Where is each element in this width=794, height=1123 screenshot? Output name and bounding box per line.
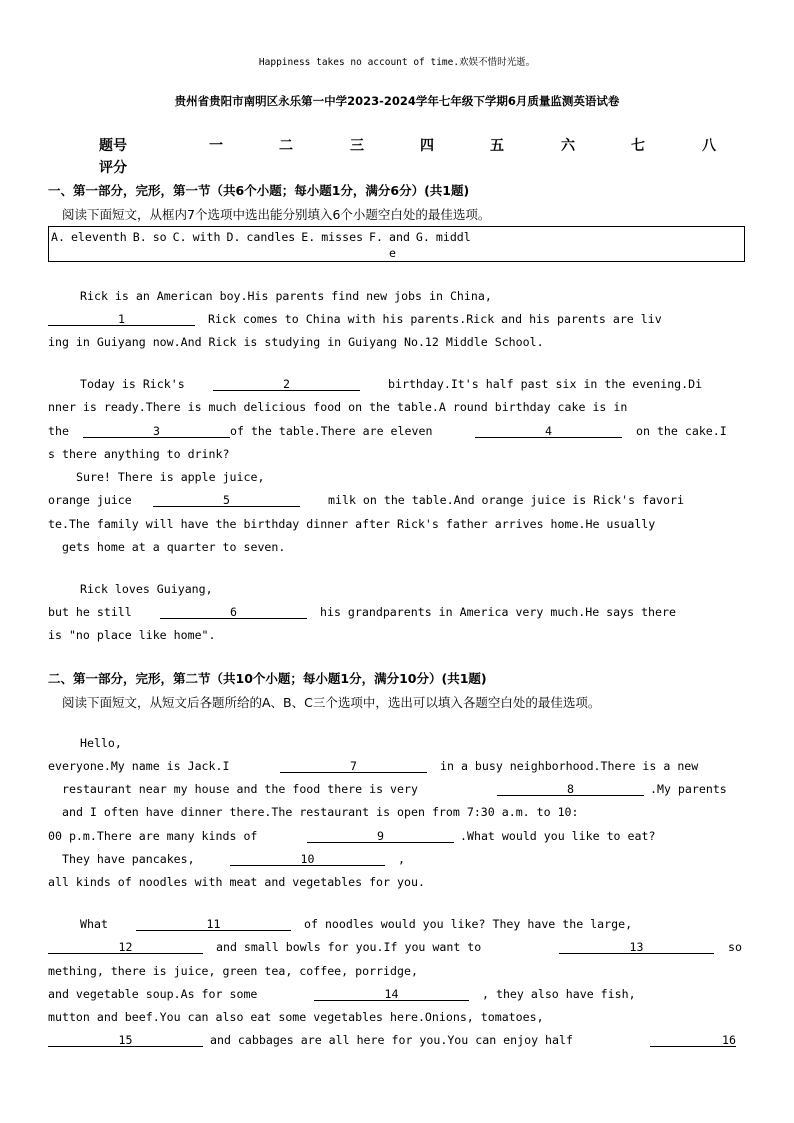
passage-line: Rick is an American boy.His parents find new jobs in China, [80,289,492,303]
passage-line: They have pancakes, [62,852,195,866]
passage-line: , they also have fish, [482,987,636,1001]
passage-line: is "no place like home". [48,628,216,642]
blank-12[interactable]: 12 [48,941,203,954]
score-table-score-label: 评分 [99,160,127,176]
score-table-number: 三 [350,138,364,154]
page-title: 贵州省贵阳市南明区永乐第一中学2023-2024学年七年级下学期6月质量监测英语试卷 [174,94,620,108]
passage-line: and cabbages are all here for you.You can enjoy half [210,1033,573,1047]
passage-line: Today is Rick's [80,377,185,391]
passage-line: of noodles would you like? They have the large, [304,917,633,931]
passage-line: s there anything to drink? [48,447,230,461]
section-2-heading: 二、第一部分，完形，第二节（共10个小题；每小题1分，满分10分）(共1题) [48,671,487,686]
options-box [48,226,745,262]
score-table-number: 一 [209,138,223,154]
options-line-wrap: e [389,246,396,260]
passage-line: everyone.My name is Jack.I [48,759,230,773]
passage-line: the [48,424,69,438]
passage-line: Rick loves Guiyang, [80,582,213,596]
blank-4[interactable]: 4 [475,425,622,438]
passage-line: , [398,852,405,866]
passage-line: gets home at a quarter to seven. [62,540,286,554]
blank-13[interactable]: 13 [559,941,714,954]
options-line: A. eleventh B. so C. with D. candles E. misses F. and G. middl [51,230,471,244]
passage-line: mutton and beef.You can also eat some vegetables here.Onions, tomatoes, [48,1010,544,1024]
passage-line: Sure! There is apple juice, [76,470,265,484]
score-table-number: 八 [702,138,716,154]
passage-line: on the cake.I [636,424,727,438]
page-motto: Happiness takes no account of time.欢娱不惜时光逝。 [258,57,536,68]
blank-1[interactable]: 1 [48,313,195,326]
blank-3[interactable]: 3 [83,425,230,438]
passage-line: all kinds of noodles with meat and vegetables for you. [48,875,425,889]
blank-9[interactable]: 9 [307,830,454,843]
passage-line: Hello, [80,736,122,750]
passage-line: mething, there is juice, green tea, coffee, porridge, [48,964,418,978]
passage-line: What [80,917,108,931]
section-1-heading: 一、第一部分，完形，第一节（共6个小题；每小题1分，满分6分）(共1题) [48,183,470,198]
passage-line: .My parents [650,782,727,796]
passage-line: his grandparents in America very much.He says there [320,605,676,619]
score-table-number: 五 [490,138,504,154]
passage-line: ing in Guiyang now.And Rick is studying in Guiyang No.12 Middle School. [48,335,544,349]
blank-5[interactable]: 5 [153,494,300,507]
passage-line: and small bowls for you.If you want to [216,940,482,954]
score-table-number: 二 [279,138,293,154]
blank-10[interactable]: 10 [230,853,385,866]
score-table-number: 七 [631,138,645,154]
passage-line: so [728,940,742,954]
blank-11[interactable]: 11 [136,918,291,931]
passage-line: in a busy neighborhood.There is a new [440,759,699,773]
score-table-row-label: 题号 [99,138,127,154]
section-1-instruction: 阅读下面短文，从框内7个选项中选出能分别填入6个小题空白处的最佳选项。 [62,207,491,222]
blank-7[interactable]: 7 [280,760,427,773]
passage-line: and vegetable soup.As for some [48,987,258,1001]
blank-16[interactable]: 16 [650,1034,736,1047]
passage-line: Rick comes to China with his parents.Rick and his parents are liv [208,312,662,326]
passage-line: restaurant near my house and the food there is very [62,782,418,796]
blank-15[interactable]: 15 [48,1034,203,1047]
passage-line: orange juice [48,493,132,507]
blank-14[interactable]: 14 [314,988,469,1001]
blank-8[interactable]: 8 [497,783,644,796]
score-table-number: 四 [420,138,434,154]
passage-line: milk on the table.And orange juice is Rick's favori [328,493,684,507]
passage-line: nner is ready.There is much delicious food on the table.A round birthday cake is in [48,400,628,414]
passage-line: of the table.There are eleven [230,424,433,438]
blank-6[interactable]: 6 [160,606,307,619]
passage-line: 00 p.m.There are many kinds of [48,829,258,843]
passage-line: te.The family will have the birthday dinner after Rick's father arrives home.He usually [48,517,656,531]
passage-line: birthday.It's half past six in the evening.Di [388,377,703,391]
score-table-number: 六 [561,138,575,154]
passage-line: and I often have dinner there.The restaurant is open from 7:30 a.m. to 10: [62,805,579,819]
section-2-instruction: 阅读下面短文，从短文后各题所给的A、B、C三个选项中，选出可以填入各题空白处的最佳选项。 [62,695,601,710]
passage-line: but he still [48,605,132,619]
passage-line: .What would you like to eat? [460,829,656,843]
blank-2[interactable]: 2 [213,378,360,391]
